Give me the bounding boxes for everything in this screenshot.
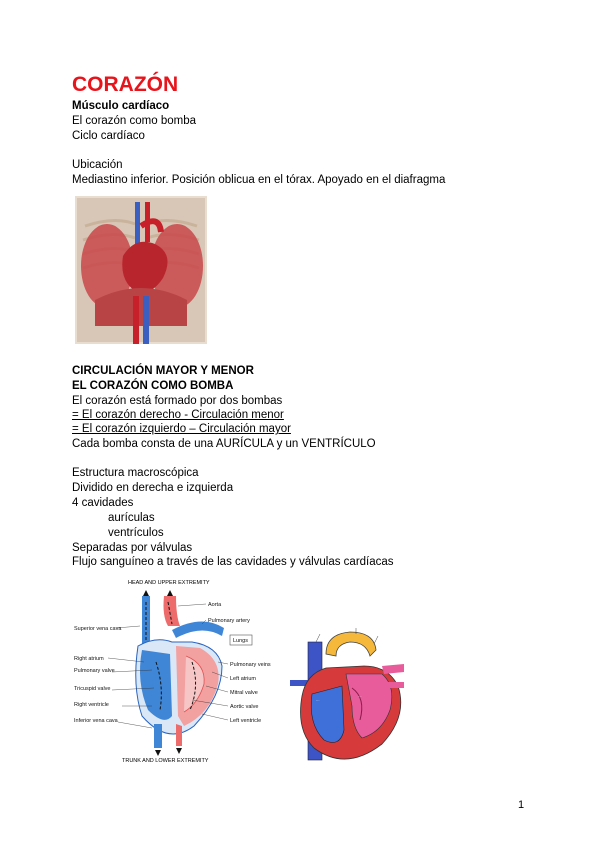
list-item: ventrículos [108, 527, 164, 539]
text-line: 4 cavidades [72, 497, 134, 509]
text-line: Separadas por válvulas [72, 542, 193, 554]
blood-flow-diagram [72, 576, 282, 768]
heading-musculo: Músculo cardíaco [72, 100, 170, 112]
label-inferior-vena-cava: Inferior vena cava [74, 718, 118, 724]
text-line: = El corazón derecho - Circulación menor [72, 409, 284, 421]
page-number: 1 [518, 799, 525, 811]
heart-cross-section-illustration [286, 626, 412, 772]
thorax-heart-illustration [75, 196, 207, 344]
heading-ubicacion: Ubicación [72, 159, 123, 171]
text-line: Ciclo cardíaco [72, 130, 145, 142]
text-line: = El corazón izquierdo – Circulación mayor [72, 423, 291, 435]
heading-bomba: EL CORAZÓN COMO BOMBA [72, 380, 234, 392]
label-pulmonary-veins: Pulmonary veins [230, 662, 271, 668]
page-title: CORAZÓN [72, 73, 179, 96]
label-aorta: Aorta [208, 602, 222, 608]
label-left-atrium: Left atrium [230, 676, 256, 682]
label-right-atrium: Right atrium [74, 656, 104, 662]
label-pulmonary-valve: Pulmonary valve [74, 668, 115, 674]
label-left-ventricle: Left ventricle [230, 718, 262, 724]
text-line: Mediastino inferior. Posición oblicua en el tórax. Apoyado en el diafragma [72, 174, 446, 186]
text-line: El corazón como bomba [72, 115, 197, 127]
label-tricuspid-valve: Tricuspid valve [74, 686, 111, 692]
text-line: Flujo sanguíneo a través de las cavidades y válvulas cardíacas [72, 556, 394, 568]
text-line: El corazón está formado por dos bombas [72, 395, 283, 407]
label-pulmonary-artery: Pulmonary artery [208, 618, 250, 624]
label-right-ventricle: Right ventricle [74, 702, 109, 708]
diagram-label: TRUNK AND LOWER EXTREMITY [122, 758, 209, 764]
text-line: Cada bomba consta de una AURÍCULA y un VENTRÍCULO [72, 438, 376, 450]
label-superior-vena-cava: Superior vena cava [74, 626, 122, 632]
heading-circulacion: CIRCULACIÓN MAYOR Y MENOR [72, 365, 254, 377]
diagram-label: HEAD AND UPPER EXTREMITY [128, 580, 210, 586]
svg-text:···: ··· [358, 695, 362, 699]
label-aortic-valve: Aortic valve [230, 704, 259, 710]
label-lungs: Lungs [233, 638, 248, 644]
text-line: Estructura macroscópica [72, 467, 199, 479]
list-item: aurículas [108, 512, 155, 524]
label-mitral-valve: Mitral valve [230, 690, 258, 696]
text-line: Dividido en derecha e izquierda [72, 482, 234, 494]
svg-text:···: ··· [316, 699, 320, 703]
